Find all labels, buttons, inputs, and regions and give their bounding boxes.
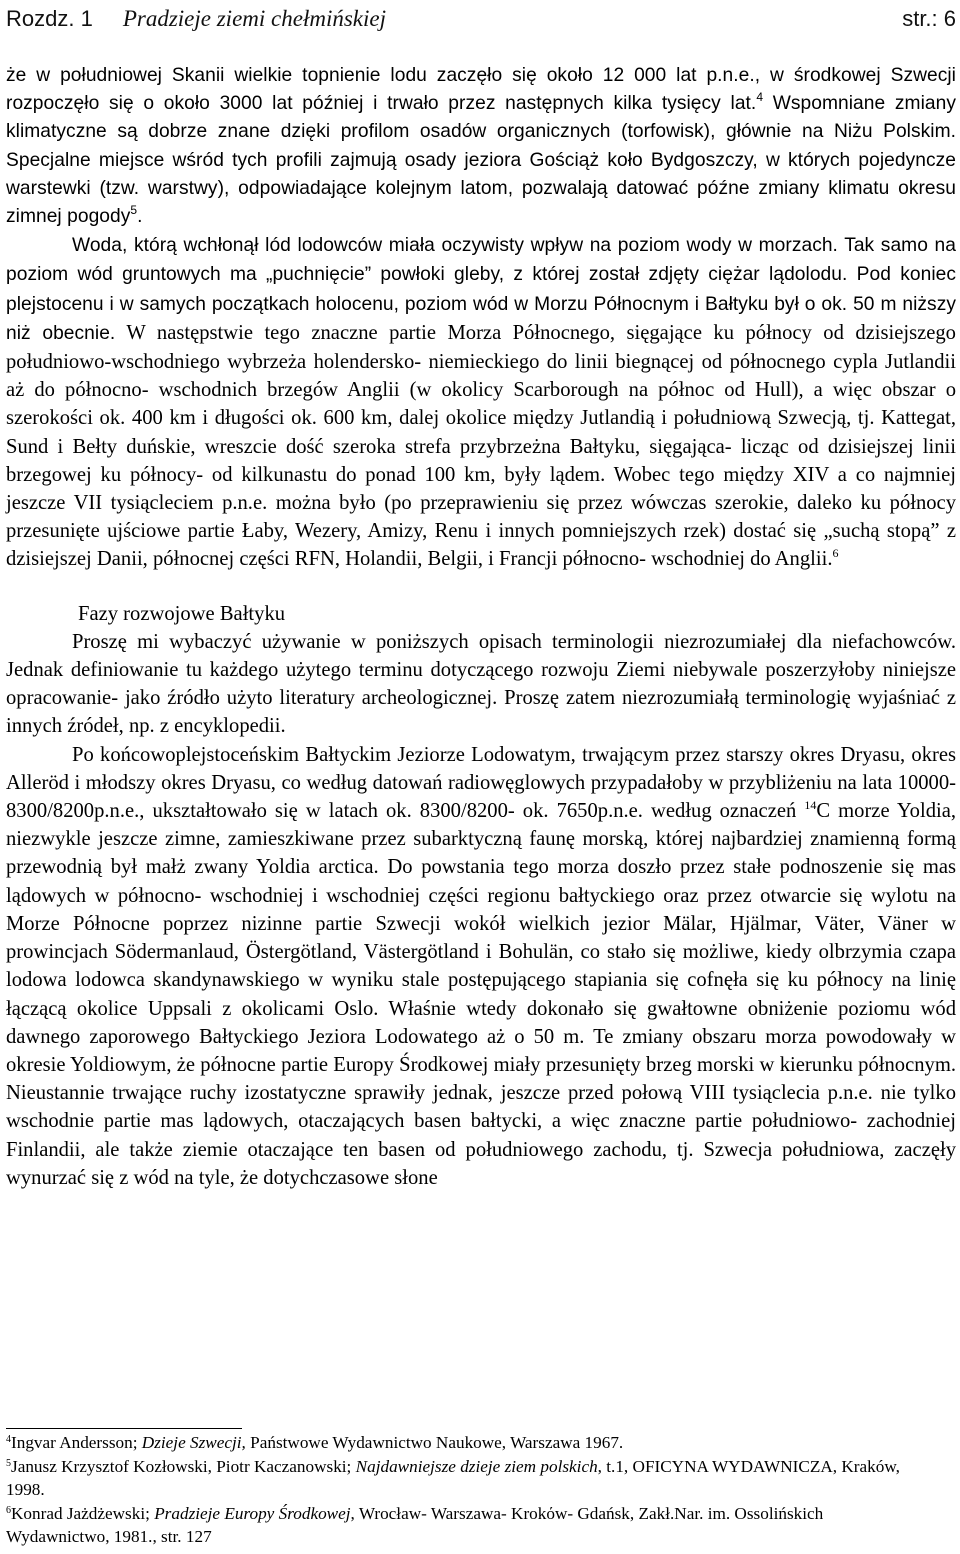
paragraph-2 (6, 231, 956, 573)
page-header (6, 4, 956, 34)
footnote-5 (6, 1455, 906, 1502)
paragraph-1 (6, 62, 956, 231)
paragraph-1-text-b: Wspomniane zmiany klimatyczne są dobrze znane dzięki profilom osadów organicznych (torfowisk), głównie na Niżu Polskim. Specjalne miejsce wśród tych profili zajmują osady jeziora Gościąż koło Bydgoszczy, w których pojedyncze warstewki (tzw. warstwy), odpowiadające kolejnym latom, pozwalają datować późne zmiany klimatu okresu zimnej pogody (6, 93, 956, 228)
header-left (6, 4, 386, 34)
footnote-number: 6 (6, 1504, 11, 1516)
footnotes (6, 1431, 906, 1549)
paragraph-1-text-a: że w południowej Skanii wielkie topnienie lodu zaczęło się około 12 000 lat p.n.e., w środkowej Szwecji rozpoczęło się o około 3000 lat później i trwało przez następnych kilka tysięcy lat. (6, 65, 956, 115)
page-number: str.: 6 (902, 6, 956, 31)
document-body (6, 62, 956, 1192)
footnote-author: Konrad Jażdżewski; (11, 1503, 155, 1523)
footnote-title: Najdawniejsze dzieje ziem polskich (355, 1456, 598, 1476)
footnote-4 (6, 1431, 906, 1455)
paragraph-4-text-a: Po końcowoplejstoceńskim Bałtyckim Jeziorze Lodowatym, trwającym przez starszy okres Dryasu, okres Alleröd i młodszy okres Dryasu, co według datowań radiowęglowych przypadałoby w przybliżeniu na lata 10000- 8300/8200p.n.e., ukształtowało się w latach ok. 8300/8200- ok. 7650p.n.e. według oznaczeń (6, 743, 956, 823)
paragraph-4-text-b: C morze Yoldia, niezwykle jeszcze zimne, zamieszkiwane przez subarktyczną faunę morską, której najbardziej znamienną formą przewodnią był małż zwany Yoldia arctica. Do powstania tego morza doszło przez stałe podnoszenie się mas lądowych w północno- wschodniej i wschodniej części regionu bałtyckiego oraz przez otwarcie się wylotu na Morze Północne poprzez nizinne partie Szwecji wokół wielkich jezior Mälar, Hjälmar, Väter, Väner w prowincjach Södermanlaud, Östergötland, Västergötland i Bohulän, co stało się możliwe, kiedy olbrzymia czapa lodowa lodowca skandynawskiego w wyniku stale postępującego stapiania się cofnęła się ku północy na linię łączącą okolice Uppsali z okolicami Oslo. Właśnie wtedy dokonało się gwałtowne obniżenie poziomu wód dawnego zaporowego Bałtyckiego Jeziora Lodowatego aż o 50 m. Te zmiany obszaru morza powodowały w okresie Yoldiowym, że północne partie Europy Środkowej miały przesunięty brzeg morski w kierunku północnym. Nieustannie trwające ruchy izostatyczne sprawiły jednak, jeszcze przed połową VIII tysiąclecia p.n.e. nie tylko wschodnie partie mas lądowych, otaczających basen bałtycki, a więc znaczne partie południowo- zachodniej Finlandii, ale także ziemie otaczające ten basen od południowego zachodu, tj. Szwecja południowa, zaczęły wynurzać się z wód na tyle, że dotychczasowe słone (6, 800, 957, 1189)
footnote-publisher: , t.1, OFICYNA WYDAWNICZA, Kraków, 1998. (6, 1456, 900, 1499)
footnote-separator (6, 1428, 242, 1429)
paragraph-2-text-a: Woda, którą wchłonął lód lodowców miała oczywisty wpływ na poziom wody w morzach. (72, 235, 838, 257)
footnote-6 (6, 1502, 906, 1549)
paragraph-2-text-b: Tak samo na poziom wód gruntowych ma „puchnięcie” powłoki gleby, z której został zdjęty ciężar lądolodu. Pod koniec plejstocenu i w samych początkach holocenu, poziom wód w Morzu Północnym i Bałtyku był o ok. 50 m niższy niż obecnie. (6, 235, 956, 344)
document-page (6, 4, 956, 1192)
isotope-superscript: 14 (804, 798, 817, 813)
footnote-ref-4[interactable]: 4 (756, 90, 764, 105)
footnote-title: Dzieje Szwecji, (141, 1433, 246, 1452)
paragraph-3: Proszę mi wybaczyć używanie w poniższych opisach terminologii niezrozumiałej dla niefachowców. Jednak definiowanie tu każdego użytego terminu dotyczącego rozwoju Ziemi niebywale poszerzyłoby niniejsze opracowanie- jako źródło użyto literatury archeologicznej. Proszę zatem niezrozumiałą terminologię wyjaśniać z innych źródeł, np. z encyklopedii. (6, 630, 956, 738)
footnote-publisher: , Wrocław- Warszawa- Krokόw- Gdańsk, Zakł.Nar. im. Ossolińskich Wydawnictwo, 1981., str. 127 (6, 1503, 824, 1546)
paragraph-2-text-c: W następstwie tego znaczne partie Morza Północnego, sięgające ku północy od dzisiejszego południowo-wschodniego wybrzeża holendersko- niemieckiego do linii biegnącej od północnego cypla Jutlandii aż do północno- wschodnich brzegów Anglii (w okolicy Scarborough na północ od Hull), a więc obszar o szerokości ok. 400 km i długości ok. 600 km, dalej okolice między Jutlandią i południową Szwecją, tj. Kattegat, Sund i Bełty duńskie, wreszcie dość szeroka strefa przybrzeżna Bałtyku, sięgająca- licząc od dzisiejszej linii brzegowej ku północy- od kilkunastu do ponad 100 km, były lądem. Wobec tego między XIV a co najmniej jeszcze VII tysiącleciem p.n.e. można było (po przeprawieniu się przez wówczas szerokie, daleko ku północy przesunięte ujściowe partie Łaby, Wezery, Amizy, Renu i innych pomniejszych rzek) dostać się „suchą stopą” z dzisiejszej Danii, północnej części RFN, Holandii, Belgii, i Francji północno- wschodniej do Anglii. (6, 321, 956, 571)
paragraph-1-text-c: . (137, 206, 143, 228)
footnote-ref-5[interactable]: 5 (130, 203, 138, 218)
paragraph-4 (6, 741, 956, 1192)
footnote-publisher: Państwowe Wydawnictwo Naukowe, Warszawa 1967. (245, 1433, 624, 1452)
footnote-author: Ingvar Andersson; (11, 1433, 142, 1452)
footnote-number: 5 (6, 1457, 11, 1469)
section-heading: Fazy rozwojowe Bałtyku (78, 602, 286, 625)
footnote-author: Janusz Krzysztof Kozłowski, Piotr Kaczanowski; (11, 1456, 356, 1476)
footnote-title: Pradzieje Europy Środkowej (154, 1503, 351, 1523)
footnote-ref-6[interactable]: 6 (832, 546, 839, 561)
footnote-number: 4 (6, 1434, 11, 1445)
chapter-label: Rozdz. 1 (6, 6, 93, 31)
chapter-title: Pradzieje ziemi chełmińskiej (122, 6, 386, 31)
